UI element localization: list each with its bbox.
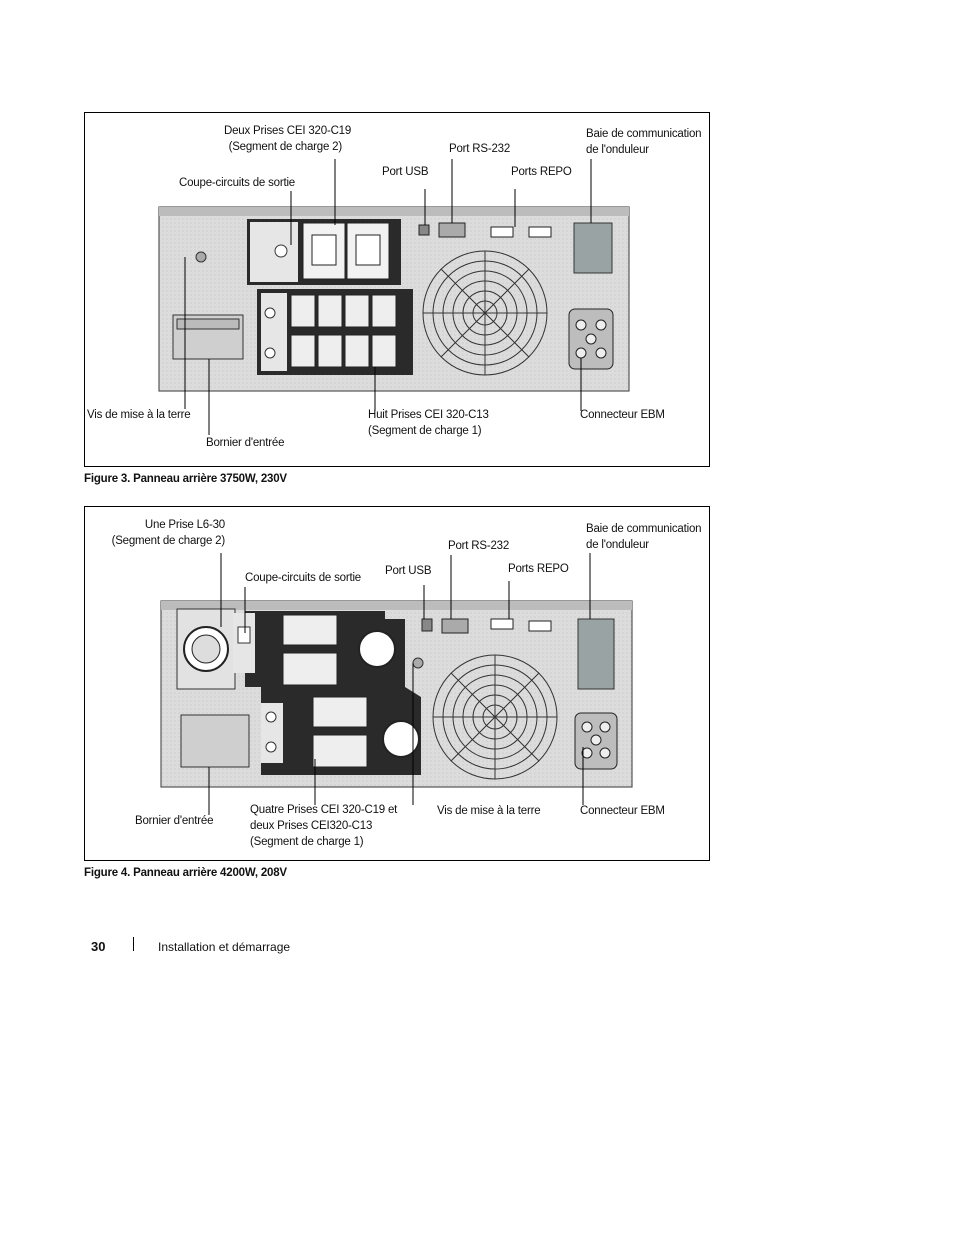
label-ground-screw: Vis de mise à la terre bbox=[437, 805, 541, 817]
communication-bay bbox=[578, 619, 614, 689]
figure-4-caption: Figure 4. Panneau arrière 4200W, 208V bbox=[84, 867, 287, 879]
label-input-terminal: Bornier d'entrée bbox=[135, 815, 214, 827]
label-repo: Ports REPO bbox=[508, 563, 569, 575]
label-four-c19: Quatre Prises CEI 320-C19 et deux Prises CEI320-C13 (Segment de charge 1) bbox=[250, 804, 398, 848]
label-breaker: Coupe-circuits de sortie bbox=[245, 572, 362, 584]
figure-3-caption: Figure 3. Panneau arrière 3750W, 230V bbox=[84, 473, 287, 485]
figure-4-box bbox=[84, 506, 710, 861]
label-two-c19: Deux Prises CEI 320-C19 (Segment de charge 2) bbox=[224, 125, 352, 153]
label-eight-c13: Huit Prises CEI 320-C13 (Segment de charge 1) bbox=[368, 409, 489, 437]
ground-screw-icon bbox=[413, 658, 423, 668]
label-breaker: Coupe-circuits de sortie bbox=[179, 177, 296, 189]
label-ebm: Connecteur EBM bbox=[580, 805, 665, 817]
label-comm-bay: Baie de communication de l'onduleur bbox=[586, 128, 702, 156]
label-input-terminal: Bornier d'entrée bbox=[206, 437, 285, 449]
ground-screw-icon bbox=[196, 252, 206, 262]
label-ebm: Connecteur EBM bbox=[580, 409, 665, 421]
repo-out-port-icon bbox=[529, 621, 551, 631]
label-rs232: Port RS-232 bbox=[449, 143, 511, 155]
figure-3-box bbox=[84, 112, 710, 467]
repo-out-port-icon bbox=[529, 227, 551, 237]
label-comm-bay: Baie de communication de l'onduleur bbox=[586, 523, 702, 551]
label-repo: Ports REPO bbox=[511, 166, 572, 178]
fan-grille bbox=[423, 251, 547, 375]
communication-bay bbox=[574, 223, 612, 273]
page-number: 30 bbox=[91, 939, 106, 954]
repo-in-port-icon bbox=[491, 227, 513, 237]
repo-in-port-icon bbox=[491, 619, 513, 629]
breaker-switch-icon bbox=[275, 245, 287, 257]
label-rs232: Port RS-232 bbox=[448, 540, 510, 552]
usb-port-icon bbox=[419, 225, 429, 235]
label-ground-screw: Vis de mise à la terre bbox=[87, 409, 191, 421]
label-l6-30: Une Prise L6-30 (Segment de charge 2) bbox=[111, 519, 225, 547]
rs232-port-icon bbox=[439, 223, 465, 237]
footer-section-title: Installation et démarrage bbox=[158, 940, 291, 954]
input-terminal-block bbox=[181, 715, 249, 767]
usb-port-icon bbox=[422, 619, 432, 631]
fan-grille bbox=[433, 655, 557, 779]
breaker-switch-icon bbox=[238, 627, 250, 643]
label-usb: Port USB bbox=[385, 565, 432, 577]
rs232-port-icon bbox=[442, 619, 468, 633]
label-usb: Port USB bbox=[382, 166, 429, 178]
footer-divider bbox=[133, 937, 134, 951]
